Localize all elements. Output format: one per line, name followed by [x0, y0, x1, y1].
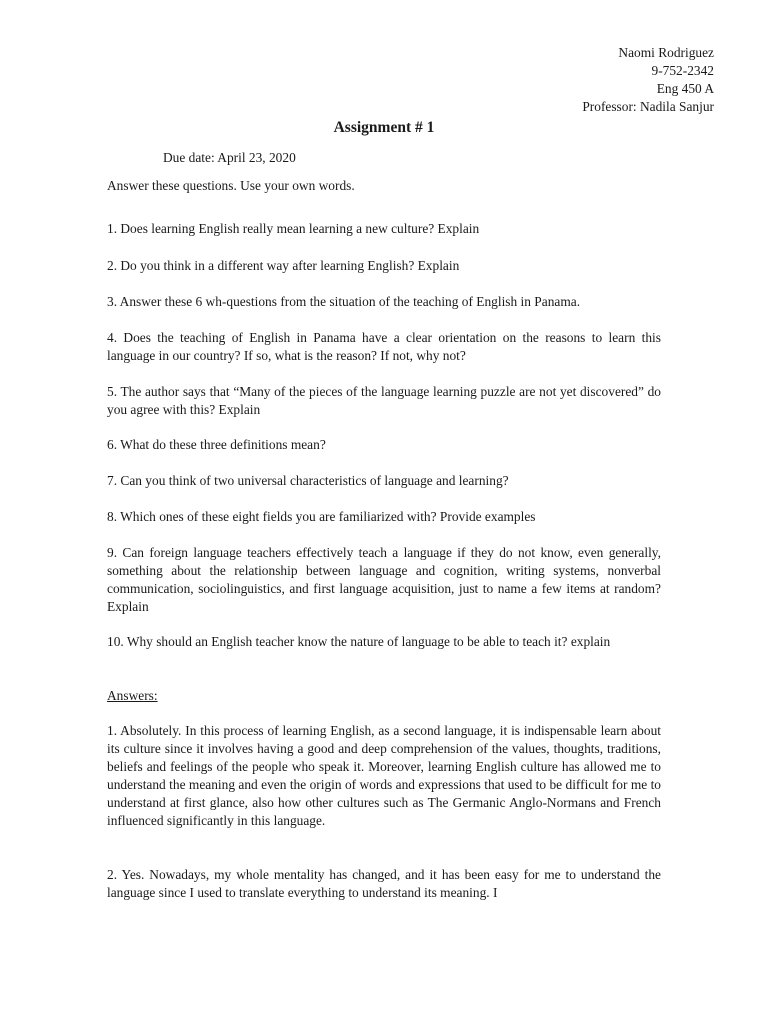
answers-heading: Answers: — [107, 688, 158, 703]
due-date: Due date: April 23, 2020 — [163, 150, 296, 165]
question-3: 3. Answer these 6 wh-questions from the situation of the teaching of English in Panama. — [107, 294, 581, 309]
professor-name: Professor: Nadila Sanjur — [582, 99, 714, 114]
question-9: 9. Can foreign language teachers effectively teach a language if they do not know, even generally, something about the relationship between language and cognition, writing systems, nonverbal communication, sociolinguistics, and first language acquisition, just to name a few items at random? Explain — [107, 545, 661, 614]
course-code: Eng 450 A — [656, 81, 714, 96]
student-id: 9-752-2342 — [651, 63, 714, 78]
question-10: 10. Why should an English teacher know the nature of language to be able to teach it? explain — [107, 634, 611, 649]
question-5: 5. The author says that “Many of the pieces of the language learning puzzle are not yet discovered” do you agree with this? Explain — [107, 384, 661, 417]
answer-1: 1. Absolutely. In this process of learning English, as a second language, it is indispensable learn about its culture since it involves having a good and deep comprehension of the values, thoughts, traditions, beliefs and feelings of the people who speak it. Moreover, learning English culture has allowed me to understand the meaning and even the origin of words and expressions that used to be difficult for me to understand at first glance, also how other cultures such as The Germanic Anglo-Normans and French influenced significantly in this language. — [107, 723, 661, 828]
instructions: Answer these questions. Use your own words. — [107, 178, 355, 193]
question-8: 8. Which ones of these eight fields you are familiarized with? Provide examples — [107, 509, 536, 524]
student-name: Naomi Rodriguez — [618, 45, 714, 60]
question-7: 7. Can you think of two universal characteristics of language and learning? — [107, 473, 509, 488]
question-4: 4. Does the teaching of English in Panama have a clear orientation on the reasons to learn this language in our country? If so, what is the reason? If not, why not? — [107, 330, 661, 363]
question-1: 1. Does learning English really mean learning a new culture? Explain — [107, 221, 480, 236]
student-info-block — [582, 44, 714, 116]
assignment-title: Assignment # 1 — [333, 119, 435, 136]
question-6: 6. What do these three definitions mean? — [107, 437, 326, 452]
question-2: 2. Do you think in a different way after learning English? Explain — [107, 258, 460, 273]
answer-2: 2. Yes. Nowadays, my whole mentality has changed, and it has been easy for me to understand the language since I used to translate everything to understand its meaning. I — [107, 867, 661, 900]
